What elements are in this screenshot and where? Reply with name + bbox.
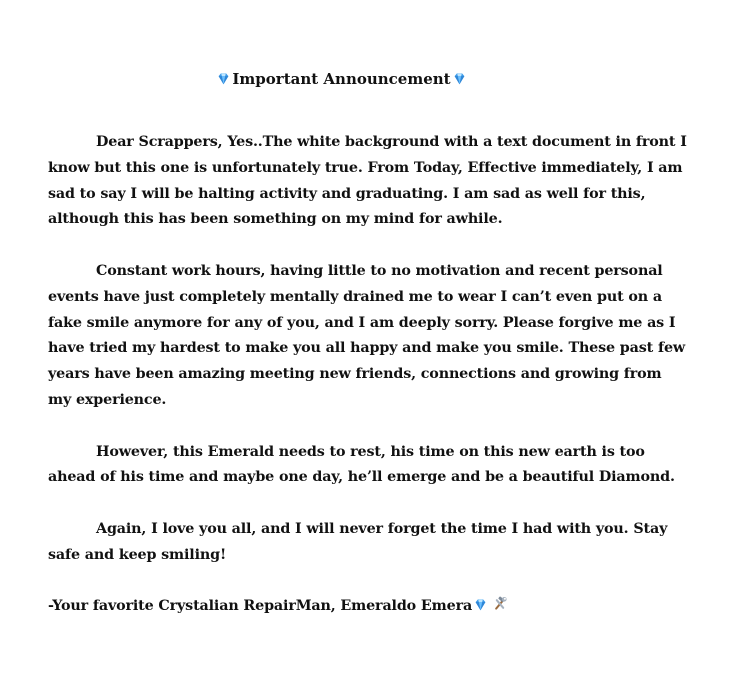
signature-text: -Your favorite Crystalian RepairMan, Emeraldo Emera [48, 598, 473, 615]
blue-diamond-icon [217, 72, 230, 85]
paragraph-emerald: However, this Emerald needs to rest, his time on this new earth is too ahead of his time and maybe one day, he’ll emerge and be a beautiful Diamond. [48, 443, 675, 486]
paragraph-reasons: Constant work hours, having little to no motivation and recent personal events have just completely mentally drained me to wear I can’t even put on a fake smile anymore for any of you, and I am deeply sorry. Please forgive me as I have tried my hardest to make you all happy and make you smile. These past few years have been amazing meeting new friends, connections and growing from my experience. [48, 262, 686, 408]
paragraph-farewell: Again, I love you all, and I will never forget the time I had with you. Stay safe and keep smiling! [48, 520, 668, 563]
announcement-title [48, 66, 688, 92]
signature-line [48, 594, 688, 620]
paragraph-greeting: Dear Scrappers, Yes..The white background with a text document in front I know but this one is unfortunately true. From Today, Effective immediately, I am sad to say I will be halting activity and graduating. I am sad as well for this, although this has been something on my mind for awhile. [48, 134, 687, 228]
title-text: Important Announcement [232, 70, 451, 88]
hammer-and-wrench-icon [492, 596, 508, 612]
document-body [48, 66, 688, 620]
blue-diamond-icon [453, 72, 466, 85]
blue-diamond-icon [474, 598, 487, 611]
